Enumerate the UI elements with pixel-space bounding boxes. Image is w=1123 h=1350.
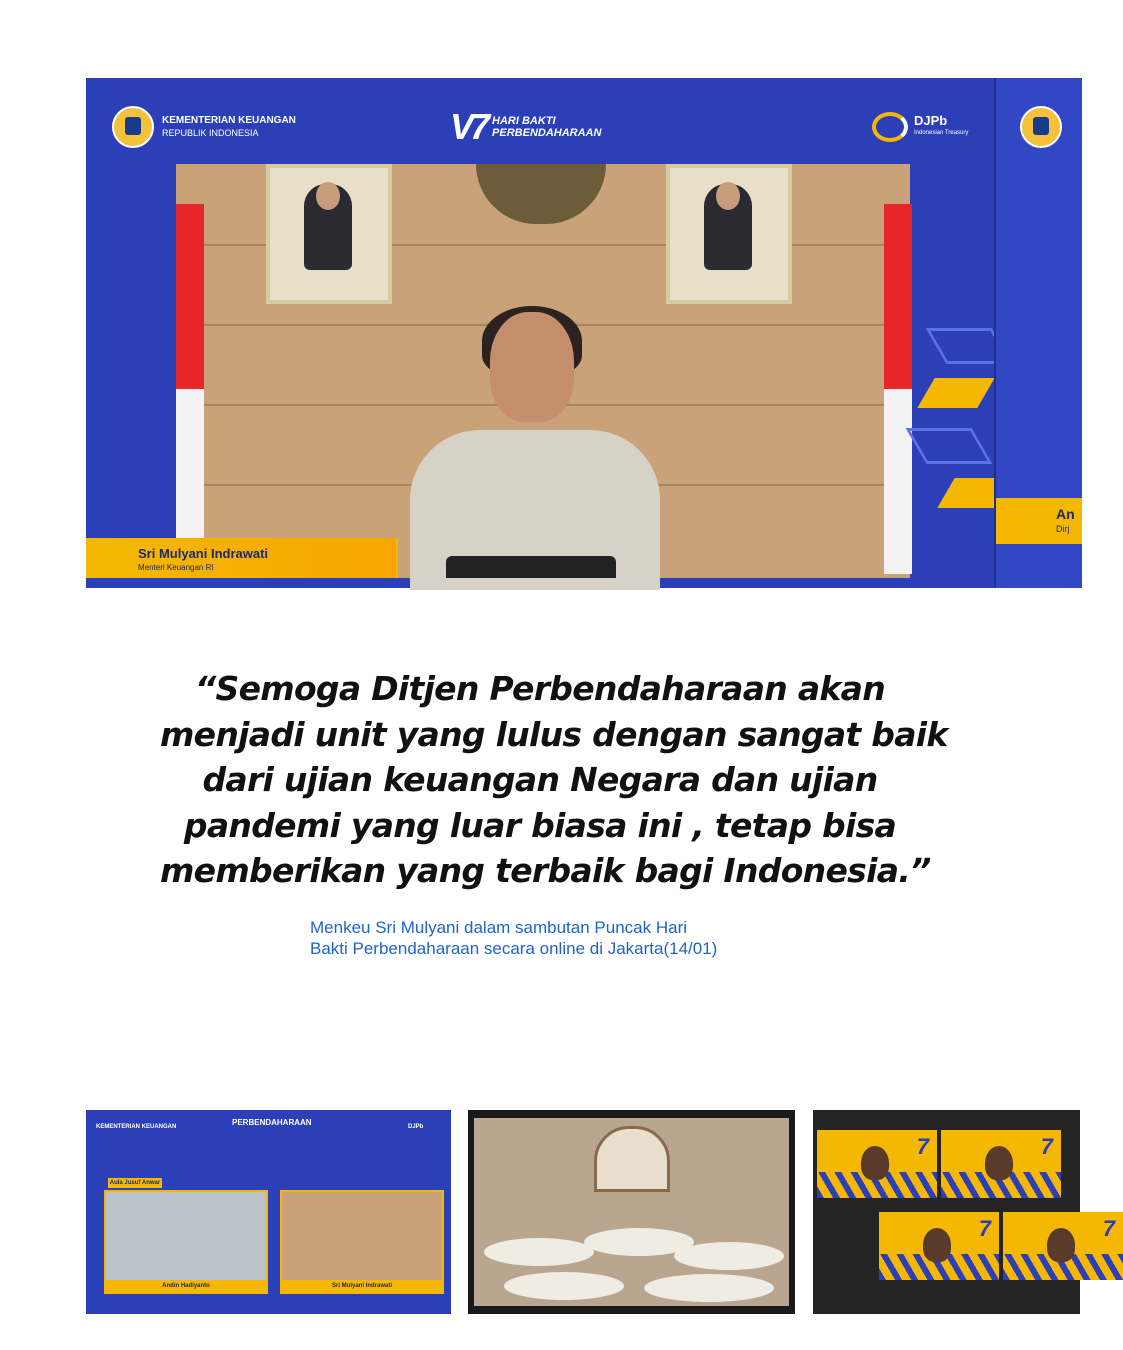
left-tile [104, 1190, 268, 1294]
quote-caption [310, 917, 830, 959]
djpb-name: DJPb [914, 113, 948, 128]
speaker-nametag [86, 538, 398, 578]
portrait-right [666, 164, 792, 304]
quote-line: “Semoga Ditjen Perbendaharaan akan [194, 669, 886, 708]
caption-line: Menkeu Sri Mulyani dalam sambutan Puncak Hari [310, 918, 688, 937]
laptop [446, 556, 616, 578]
mini-djpb-logo: DJPb [408, 1124, 424, 1130]
next-speaker-name: An [1056, 506, 1075, 522]
next-slide-peek [994, 78, 1082, 588]
arched-window [594, 1126, 670, 1192]
quote-line: memberikan yang terbaik bagi Indonesia.” [160, 851, 931, 890]
thumbnail-auditorium [468, 1110, 795, 1314]
zoom-participant-tile: 7 [941, 1130, 1061, 1198]
thumbnail-split-screen [86, 1110, 451, 1314]
speaker-role: Menteri Keuangan RI [138, 563, 214, 572]
djpb-sub: Indonesian Treasury [914, 130, 969, 136]
ministry-emblem-icon [1020, 106, 1062, 148]
event-number: V7 [450, 106, 487, 147]
ministry-name: KEMENTERIAN KEUANGAN [162, 115, 296, 126]
djpb-logo [872, 102, 968, 152]
left-tile-name: Andin Hadiyanto [106, 1280, 266, 1292]
ministry-logo [112, 102, 296, 152]
mini-event-logo: PERBENDAHARAAN [232, 1118, 312, 1127]
thumbnail-zoom-grid [813, 1110, 1115, 1314]
zoom-participant-tile: 7 [879, 1212, 999, 1280]
zoom-participant-tile: 7 [1003, 1212, 1123, 1280]
event-title-1: HARI BAKTI [492, 115, 556, 127]
ministry-sub: REPUBLIK INDONESIA [162, 128, 259, 138]
speaker-name: Sri Mulyani Indrawati [138, 546, 269, 561]
mini-ministry-logo: KEMENTERIAN KEUANGAN [96, 1124, 177, 1130]
speaker-video [176, 164, 910, 578]
quote-line: pandemi yang luar biasa ini , tetap bisa [183, 805, 897, 845]
next-speaker-role: Dirj [1056, 524, 1070, 534]
speaker-figure [434, 312, 634, 572]
ministry-emblem-icon [112, 106, 154, 148]
flag-right [884, 204, 912, 574]
room-label: Aula Jusuf Anwar [109, 1180, 161, 1186]
flag-left [176, 204, 204, 574]
right-tile-name: Sri Mulyani Indrawati [282, 1280, 442, 1292]
zoom-participant-tile: 7 [817, 1130, 937, 1198]
portrait-left [266, 164, 392, 304]
quote-text [160, 666, 948, 894]
event-title-2: PERBENDAHARAAN [492, 127, 602, 139]
garuda-emblem [476, 164, 606, 224]
main-video-banner [86, 78, 1080, 588]
quote-line: dari ujian keuangan Negara dan ujian [202, 760, 878, 799]
event-logo [450, 102, 601, 152]
quote-line: menjadi unit yang lulus dengan sangat baik [160, 714, 948, 754]
caption-line: Bakti Perbendaharaan secara online di Jakarta(14/01) [310, 939, 718, 958]
djpb-swirl-icon [872, 112, 908, 142]
right-tile [280, 1190, 444, 1294]
